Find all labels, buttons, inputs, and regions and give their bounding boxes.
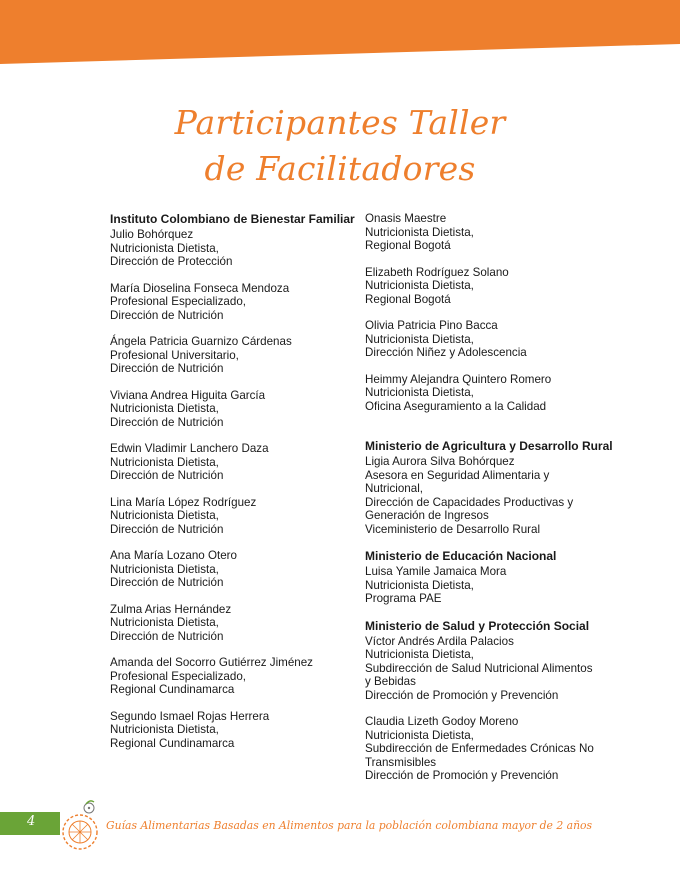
participant-name: Amanda del Socorro Gutiérrez Jiménez bbox=[110, 656, 313, 669]
participant-unit: Regional Cundinamarca bbox=[110, 683, 235, 696]
participant-role: Nutricionista Dietista, bbox=[110, 616, 219, 629]
participant-detail: Asesora en Seguridad Alimentaria y bbox=[365, 468, 550, 482]
participant-entry bbox=[110, 496, 360, 537]
participant-entry bbox=[365, 715, 665, 783]
org-heading-icbf: Instituto Colombiano de Bienestar Familiar bbox=[110, 212, 355, 226]
participant-unit: Dirección Niñez y Adolescencia bbox=[365, 346, 527, 359]
participant-unit: Dirección de Nutrición bbox=[110, 629, 224, 643]
participant-name: Edwin Vladimir Lanchero Daza bbox=[110, 442, 269, 455]
participant-entry bbox=[110, 549, 360, 590]
participant-role: Profesional Especializado, bbox=[110, 295, 246, 308]
participant-entry bbox=[365, 565, 665, 606]
participant-detail: Nutricionista Dietista, bbox=[365, 648, 474, 661]
participant-entry bbox=[110, 228, 360, 269]
participant-detail: Viceministerio de Desarrollo Rural bbox=[365, 522, 541, 536]
participant-entry bbox=[365, 635, 665, 703]
participant-entry bbox=[110, 389, 360, 430]
participant-role: Profesional Especializado, bbox=[110, 669, 246, 683]
participant-detail: Generación de Ingresos bbox=[365, 509, 489, 522]
page-title-line-1: Participantes Taller bbox=[174, 103, 506, 142]
participant-role: Nutricionista Dietista, bbox=[110, 402, 219, 415]
participant-role: Nutricionista Dietista, bbox=[365, 225, 474, 239]
participant-detail: Dirección de Promoción y Prevención bbox=[365, 688, 559, 702]
participant-role: Nutricionista Dietista, bbox=[110, 455, 219, 469]
right-column bbox=[365, 212, 665, 796]
participant-entry bbox=[110, 710, 360, 751]
participant-entry bbox=[110, 442, 360, 483]
footer-publication-title: Guías Alimentarias Basadas en Alimentos para la población colombiana mayor de 2 años bbox=[106, 819, 593, 832]
participant-entry bbox=[365, 455, 665, 536]
participant-unit: Dirección de Nutrición bbox=[110, 576, 224, 589]
participant-entry bbox=[110, 656, 360, 697]
participant-role: Nutricionista Dietista, bbox=[110, 509, 219, 522]
participant-unit: Regional Cundinamarca bbox=[110, 736, 235, 750]
participant-unit: Dirección de Nutrición bbox=[110, 522, 224, 536]
participant-unit: Oficina Aseguramiento a la Calidad bbox=[365, 399, 547, 413]
page-number: 4 bbox=[27, 814, 36, 829]
participant-entry bbox=[365, 319, 665, 360]
participant-role: Nutricionista Dietista, bbox=[365, 386, 474, 399]
participant-role: Profesional Universitario, bbox=[110, 348, 239, 362]
participant-name: Claudia Lizeth Godoy Moreno bbox=[365, 715, 519, 728]
participant-role: Nutricionista Dietista, bbox=[365, 578, 474, 592]
participant-name: Julio Bohórquez bbox=[110, 228, 194, 241]
participant-detail: Nutricional, bbox=[365, 482, 423, 495]
participant-name: Viviana Andrea Higuita García bbox=[110, 388, 266, 402]
participant-name: Ana María Lozano Otero bbox=[110, 549, 237, 562]
participant-name: Lina María López Rodríguez bbox=[110, 495, 257, 509]
participant-detail: Subdirección de Salud Nutricional Alimentos bbox=[365, 661, 593, 675]
participant-detail: Subdirección de Enfermedades Crónicas No bbox=[365, 742, 594, 755]
page-title-line-2: de Facilitadores bbox=[204, 149, 476, 188]
left-column bbox=[110, 212, 360, 763]
participant-unit: Regional Bogotá bbox=[365, 239, 451, 252]
page-title bbox=[0, 100, 680, 192]
participant-entry bbox=[110, 282, 360, 323]
participant-role: Nutricionista Dietista, bbox=[110, 241, 219, 255]
participant-unit: Regional Bogotá bbox=[365, 292, 451, 306]
participant-detail: Transmisibles bbox=[365, 755, 437, 769]
participant-entry bbox=[365, 266, 665, 307]
participant-entry bbox=[365, 212, 665, 253]
participant-role: Nutricionista Dietista, bbox=[365, 279, 474, 292]
participant-name: Olivia Patricia Pino Bacca bbox=[365, 319, 498, 332]
participant-name: Luisa Yamile Jamaica Mora bbox=[365, 565, 507, 578]
orange-fruit-icon bbox=[56, 796, 106, 854]
participant-name: Segundo Ismael Rojas Herrera bbox=[110, 709, 270, 723]
org-heading-health: Ministerio de Salud y Protección Social bbox=[365, 618, 590, 633]
participant-entry bbox=[110, 335, 360, 376]
participant-unit: Dirección de Nutrición bbox=[110, 415, 224, 429]
org-heading-education: Ministerio de Educación Nacional bbox=[365, 549, 557, 563]
participant-name: Elizabeth Rodríguez Solano bbox=[365, 265, 509, 279]
participant-name: Ligia Aurora Silva Bohórquez bbox=[365, 455, 515, 468]
org-heading-agriculture: Ministerio de Agricultura y Desarrollo Rural bbox=[365, 439, 613, 453]
participant-detail: Dirección de Promoción y Prevención bbox=[365, 769, 559, 782]
header-band bbox=[0, 0, 680, 70]
participant-role: Nutricionista Dietista, bbox=[110, 723, 219, 736]
participant-unit: Dirección de Protección bbox=[110, 255, 233, 268]
participant-unit: Dirección de Nutrición bbox=[110, 469, 224, 482]
participant-name: Heimmy Alejandra Quintero Romero bbox=[365, 372, 552, 386]
participant-role: Nutricionista Dietista, bbox=[365, 332, 474, 346]
participant-unit: Dirección de Nutrición bbox=[110, 362, 224, 375]
participant-name: Onasis Maestre bbox=[365, 212, 447, 225]
participant-name: Zulma Arias Hernández bbox=[110, 602, 232, 616]
participant-unit: Programa PAE bbox=[365, 592, 442, 605]
participant-entry bbox=[365, 373, 665, 414]
participant-detail: Dirección de Capacidades Productivas y bbox=[365, 495, 574, 509]
participant-name: Ángela Patricia Guarnizo Cárdenas bbox=[110, 335, 292, 348]
participant-entry bbox=[110, 603, 360, 644]
participant-name: María Dioselina Fonseca Mendoza bbox=[110, 281, 290, 295]
participant-role: Nutricionista Dietista, bbox=[110, 562, 219, 576]
participant-detail: Nutricionista Dietista, bbox=[365, 728, 474, 742]
participant-detail: y Bebidas bbox=[365, 675, 416, 688]
participant-unit: Dirección de Nutrición bbox=[110, 308, 224, 322]
participant-name: Víctor Andrés Ardila Palacios bbox=[365, 634, 514, 648]
